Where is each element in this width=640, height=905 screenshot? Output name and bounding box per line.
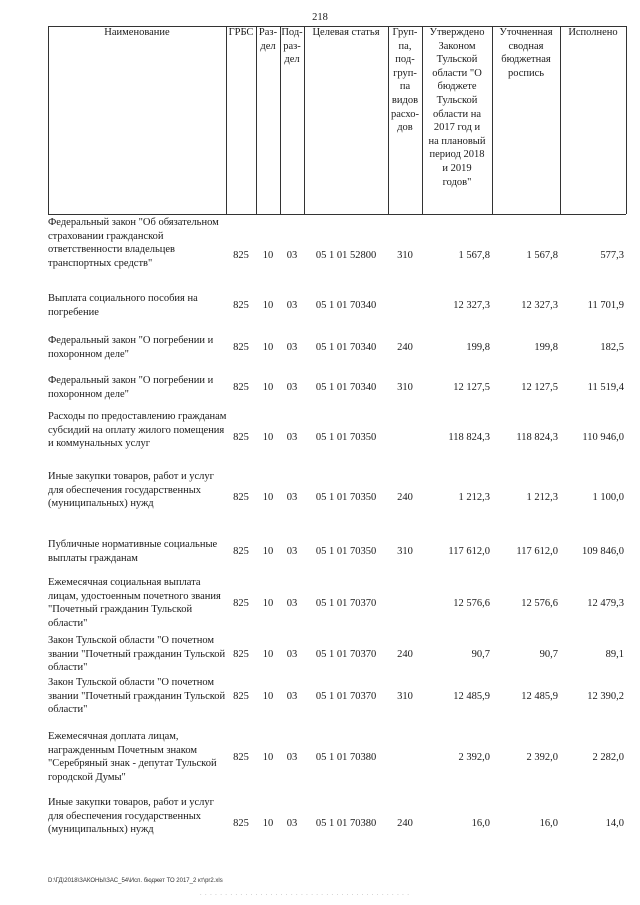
cell-grbs: 825 (233, 492, 249, 503)
header-divider (492, 26, 493, 214)
cell-grbs: 825 (233, 546, 249, 557)
cell-approved: 90,7 (471, 649, 490, 660)
row-name: Расходы по предоставлению гражданам субсидий на оплату жилого помещения и коммунальных услуг (48, 411, 227, 450)
cell-grbs: 825 (233, 300, 249, 311)
header-top-border (48, 26, 626, 27)
cell-podrazdel: 03 (286, 300, 298, 311)
cell-razdel: 10 (262, 382, 274, 393)
row-name: Закон Тульской области "О почетном звании "Почетный гражданин Тульской области" (48, 677, 226, 716)
cell-executed: 577,3 (600, 250, 624, 261)
header-razdel: Раз- дел (258, 27, 278, 52)
cell-razdel: 10 (262, 818, 274, 829)
cell-refined: 12 576,6 (521, 598, 558, 609)
cell-group: 240 (397, 649, 413, 660)
cell-podrazdel: 03 (286, 649, 298, 660)
cell-executed: 14,0 (605, 818, 624, 829)
header-executed: Исполнено (568, 27, 618, 38)
header-refined: Уточненная сводная бюджетная роспись (499, 27, 553, 79)
cell-refined: 117 612,0 (516, 546, 558, 557)
cell-refined: 1 212,3 (526, 492, 558, 503)
cell-target: 05 1 01 52800 (315, 250, 377, 261)
cell-grbs: 825 (233, 382, 249, 393)
cell-group: 240 (397, 492, 413, 503)
cell-approved: 199,8 (466, 342, 490, 353)
cell-group: 310 (397, 691, 413, 702)
cell-podrazdel: 03 (286, 818, 298, 829)
scan-noise: · · · · · · · · · · · · · · · · · · · · · · · · · · · · · · · · · · · · · · · · · · (200, 892, 410, 898)
header-divider (226, 26, 227, 214)
row-name: Выплата социального пособия на погребение (48, 293, 198, 318)
cell-approved: 118 824,3 (448, 432, 490, 443)
row-name: Закон Тульской области "О почетном звании "Почетный гражданин Тульской области" (48, 635, 226, 674)
cell-approved: 12 127,5 (453, 382, 490, 393)
cell-grbs: 825 (233, 818, 249, 829)
cell-podrazdel: 03 (286, 382, 298, 393)
page-number: 218 (312, 12, 328, 23)
header-divider (560, 26, 561, 214)
cell-approved: 12 576,6 (453, 598, 490, 609)
cell-podrazdel: 03 (286, 691, 298, 702)
header-divider (256, 26, 257, 214)
cell-grbs: 825 (233, 649, 249, 660)
cell-podrazdel: 03 (286, 250, 298, 261)
row-name: Иные закупки товаров, работ и услуг для обеспечения государственных (муниципальных) нужд (48, 471, 214, 510)
header-divider (626, 26, 627, 214)
header-grbs: ГРБС (228, 27, 254, 38)
row-name: Федеральный закон "Об обязательном страховании гражданской ответственности владельцев транспортных средств" (48, 217, 219, 269)
cell-target: 05 1 01 70340 (315, 300, 377, 311)
header-target: Целевая статья (312, 27, 380, 38)
cell-razdel: 10 (262, 250, 274, 261)
header-divider (304, 26, 305, 214)
cell-executed: 2 282,0 (592, 752, 624, 763)
cell-refined: 12 327,3 (521, 300, 558, 311)
cell-refined: 1 567,8 (526, 250, 558, 261)
cell-executed: 12 390,2 (587, 691, 624, 702)
cell-podrazdel: 03 (286, 342, 298, 353)
row-name: Федеральный закон "О погребении и похоронном деле" (48, 375, 214, 400)
cell-razdel: 10 (262, 300, 274, 311)
cell-executed: 109 846,0 (582, 546, 624, 557)
cell-approved: 1 212,3 (458, 492, 490, 503)
row-name: Иные закупки товаров, работ и услуг для обеспечения государственных (муниципальных) нужд (48, 797, 214, 836)
header-divider (280, 26, 281, 214)
cell-refined: 90,7 (539, 649, 558, 660)
cell-executed: 182,5 (600, 342, 624, 353)
header-bottom-border (48, 214, 626, 215)
cell-razdel: 10 (262, 691, 274, 702)
cell-podrazdel: 03 (286, 492, 298, 503)
cell-approved: 12 485,9 (453, 691, 490, 702)
row-name: Ежемесячная доплата лицам, награжденным Почетным знаком "Серебряный знак - депутат Тульской городской Думы" (48, 731, 217, 783)
cell-executed: 12 479,3 (587, 598, 624, 609)
cell-razdel: 10 (262, 432, 274, 443)
cell-executed: 89,1 (605, 649, 624, 660)
cell-target: 05 1 01 70340 (315, 342, 377, 353)
cell-razdel: 10 (262, 752, 274, 763)
cell-target: 05 1 01 70370 (315, 649, 377, 660)
cell-target: 05 1 01 70370 (315, 598, 377, 609)
cell-razdel: 10 (262, 546, 274, 557)
cell-grbs: 825 (233, 691, 249, 702)
header-group: Груп- па, под- груп- па видов расхо- дов (390, 27, 420, 134)
header-podrazdel: Под- раз- дел (281, 27, 303, 66)
cell-executed: 110 946,0 (582, 432, 624, 443)
cell-executed: 11 519,4 (587, 382, 624, 393)
cell-grbs: 825 (233, 250, 249, 261)
cell-executed: 11 701,9 (587, 300, 624, 311)
cell-razdel: 10 (262, 598, 274, 609)
cell-target: 05 1 01 70370 (315, 691, 377, 702)
cell-podrazdel: 03 (286, 598, 298, 609)
cell-razdel: 10 (262, 342, 274, 353)
cell-razdel: 10 (262, 649, 274, 660)
cell-target: 05 1 01 70340 (315, 382, 377, 393)
header-approved: Утверждено Законом Тульской области "О бюджете Тульской области на 2017 год и на плановый период 2018 и 2019 годов" (428, 27, 486, 188)
cell-refined: 199,8 (534, 342, 558, 353)
header-divider (48, 26, 49, 214)
cell-refined: 2 392,0 (526, 752, 558, 763)
cell-executed: 1 100,0 (592, 492, 624, 503)
cell-target: 05 1 01 70350 (315, 432, 377, 443)
cell-approved: 12 327,3 (453, 300, 490, 311)
header-divider (422, 26, 423, 214)
cell-grbs: 825 (233, 752, 249, 763)
cell-podrazdel: 03 (286, 432, 298, 443)
cell-approved: 117 612,0 (448, 546, 490, 557)
header-name: Наименование (104, 27, 170, 38)
cell-refined: 12 127,5 (521, 382, 558, 393)
cell-target: 05 1 01 70380 (315, 818, 377, 829)
cell-refined: 16,0 (539, 818, 558, 829)
cell-refined: 118 824,3 (516, 432, 558, 443)
cell-group: 310 (397, 250, 413, 261)
cell-group: 240 (397, 818, 413, 829)
cell-target: 05 1 01 70350 (315, 492, 377, 503)
cell-podrazdel: 03 (286, 546, 298, 557)
cell-grbs: 825 (233, 432, 249, 443)
cell-approved: 1 567,8 (458, 250, 490, 261)
cell-podrazdel: 03 (286, 752, 298, 763)
cell-approved: 2 392,0 (458, 752, 490, 763)
cell-group: 310 (397, 382, 413, 393)
row-name: Публичные нормативные социальные выплаты гражданам (48, 539, 218, 564)
cell-grbs: 825 (233, 598, 249, 609)
cell-group: 310 (397, 546, 413, 557)
cell-target: 05 1 01 70350 (315, 546, 377, 557)
cell-group: 240 (397, 342, 413, 353)
cell-approved: 16,0 (471, 818, 490, 829)
row-name: Федеральный закон "О погребении и похоронном деле" (48, 335, 214, 360)
header-divider (388, 26, 389, 214)
cell-razdel: 10 (262, 492, 274, 503)
row-name: Ежемесячная социальная выплата лицам, удостоенным почетного звания "Почетный гражданин Тульской области" (48, 577, 221, 629)
cell-target: 05 1 01 70380 (315, 752, 377, 763)
file-path: D:\ГД\2018\ЗАКОНЫ\ЗАС_54\Исп. бюджет ТО 2017_2 кт\pr2.xls (48, 878, 223, 884)
cell-grbs: 825 (233, 342, 249, 353)
cell-refined: 12 485,9 (521, 691, 558, 702)
